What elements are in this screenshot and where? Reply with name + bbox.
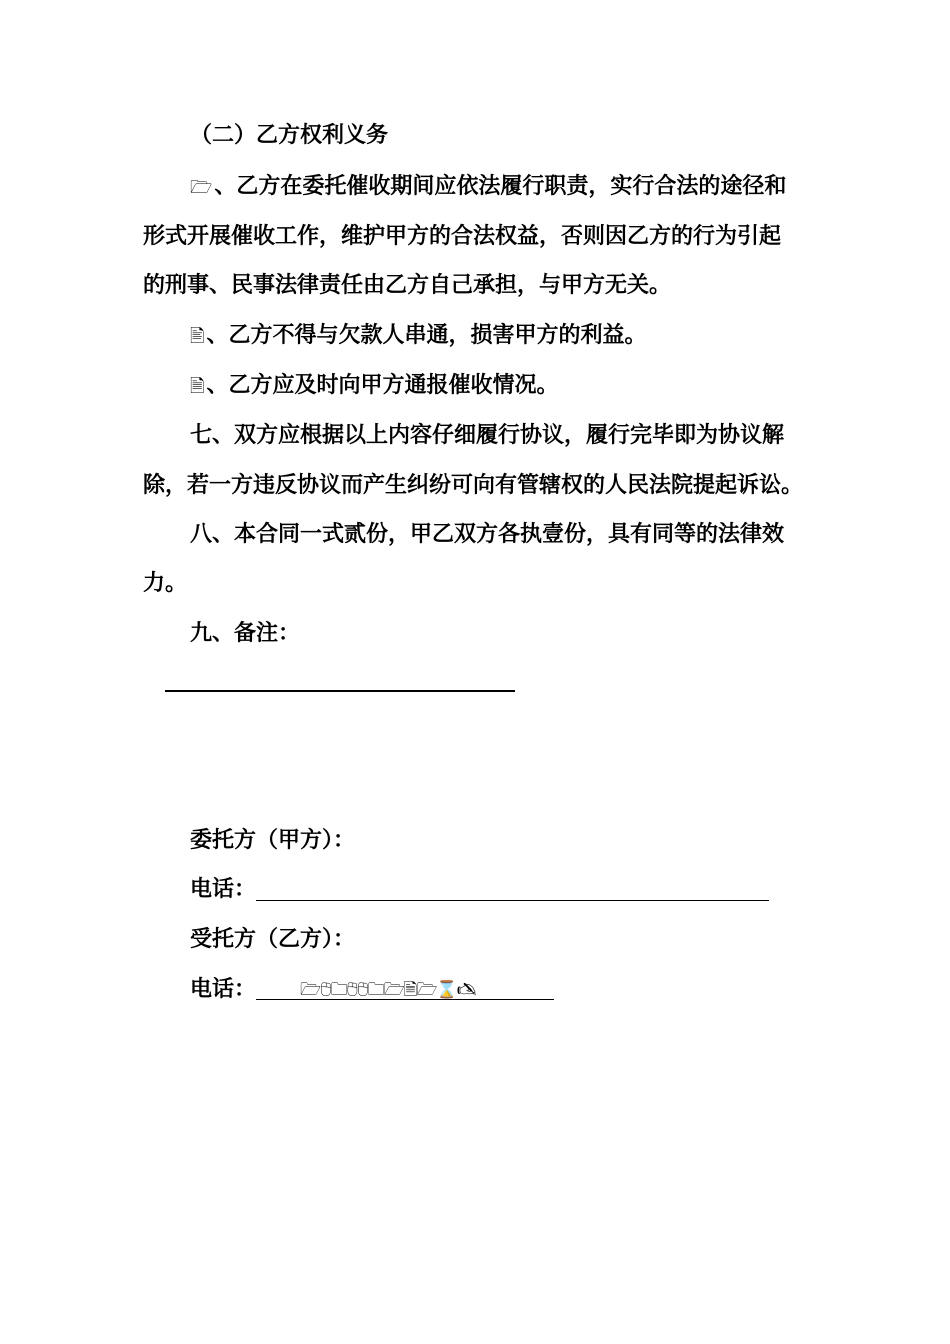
list-item: 🗎、乙方应及时向甲方通报催收情况。: [190, 371, 559, 402]
list-document-icon: 🗎: [190, 376, 205, 397]
document-icon: 🖹: [190, 326, 205, 347]
phone-a-blank-line: [256, 900, 769, 901]
clause-7-line: 除，若一方违反协议而产生纠纷可向有管辖权的人民法院提起诉讼。: [143, 473, 804, 498]
section-heading: （二）乙方权利义务: [190, 123, 389, 148]
party-b-label: 受托方（乙方）：: [190, 927, 356, 952]
paragraph-line: 形式开展催收工作，维护甲方的合法权益，否则因乙方的行为引起: [143, 224, 782, 249]
phone-b-value: 🗁🖰🗀🖰🖰🗀🗁🗎🗁⌛🖎: [300, 980, 476, 1000]
list-item: 🖹、乙方不得与欠款人串通，损害甲方的利益。: [190, 321, 647, 352]
list-item: 🗁、乙方在委托催收期间应依法履行职责，实行合法的途径和: [190, 172, 786, 203]
clause-7-line: 七、双方应根据以上内容仔细履行协议，履行完毕即为协议解: [190, 423, 785, 448]
paragraph-line: 的刑事、民事法律责任由乙方自己承担，与甲方无关。: [143, 273, 672, 298]
phone-label-b: 电话：: [190, 977, 257, 1002]
clause-8-line: 力。: [143, 571, 188, 596]
party-a-label: 委托方（甲方）：: [190, 828, 356, 853]
clause-8-line: 八、本合同一式贰份，甲乙双方各执壹份，具有同等的法律效: [190, 522, 785, 547]
phone-b-underline: [256, 999, 554, 1000]
folder-icon: 🗁: [190, 177, 213, 198]
clause-9-remarks: 九、备注：: [190, 621, 301, 646]
remarks-blank-line: [165, 690, 515, 692]
phone-label-a: 电话：: [190, 877, 257, 902]
